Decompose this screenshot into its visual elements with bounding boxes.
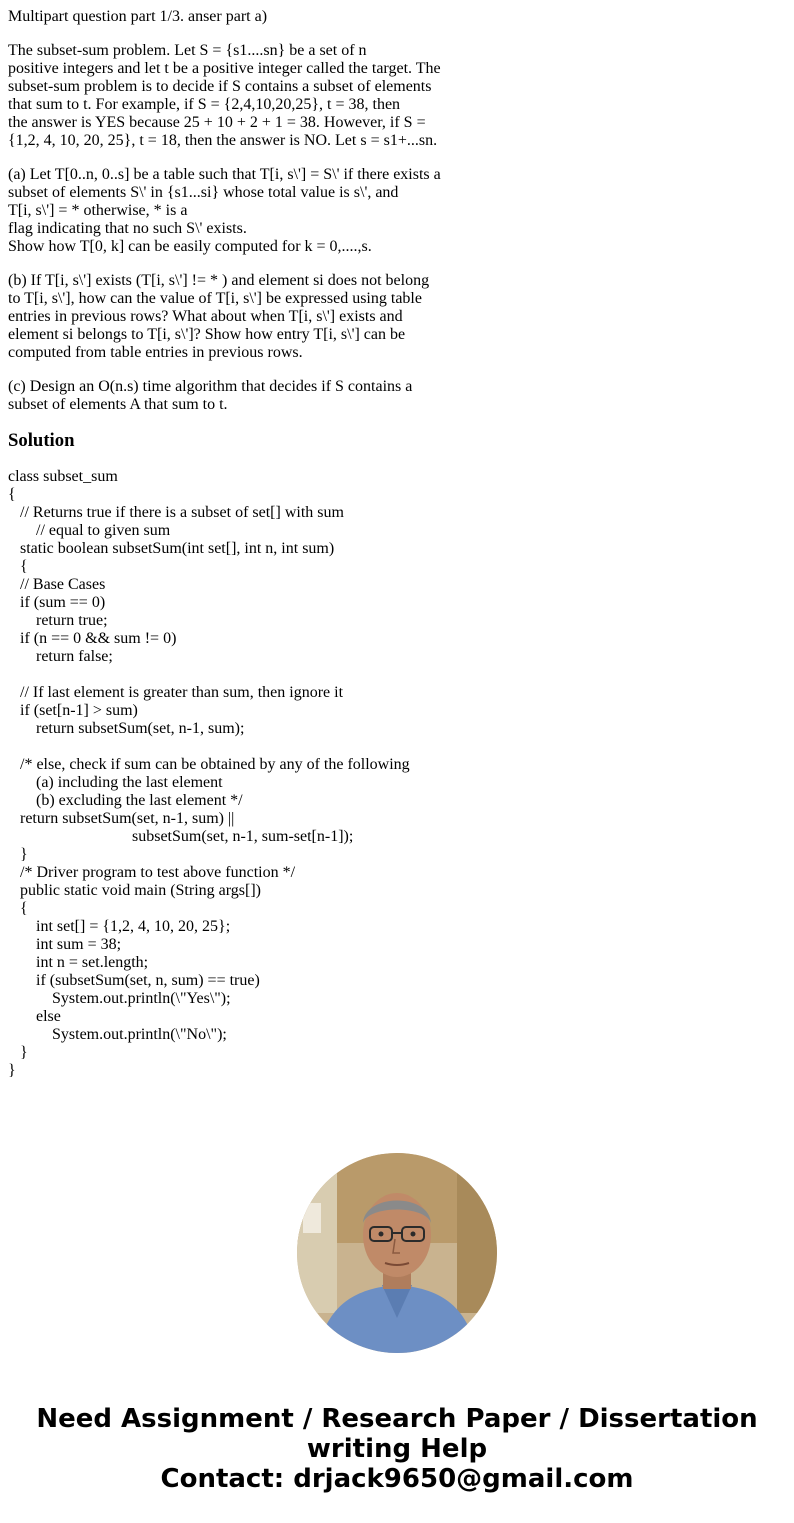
question-title: Multipart question part 1/3. anser part a) xyxy=(8,8,268,25)
footer-contact: Contact: drjack9650@gmail.com xyxy=(160,1464,634,1494)
question-part-c: (c) Design an O(n.s) time algorithm that decides if S contains a subset of elements A that sum to t. xyxy=(8,378,413,413)
question-part-a: (a) Let T[0..n, 0..s] be a table such that T[i, s\'] = S\' if there exists a subset of elements S\' in {s1...si} whose total value is s\', and T[i, s\'] = * otherwise, * is a flag indicating that no such S\' exists. Show how T[0, k] can be easily computed for k = 0,....,s. xyxy=(8,166,441,255)
author-portrait-icon xyxy=(297,1153,497,1353)
solution-heading: Solution xyxy=(8,430,75,451)
author-avatar xyxy=(297,1153,497,1353)
footer-line-1: Need Assignment / Research Paper / Dissertation xyxy=(36,1404,758,1434)
document-body xyxy=(8,8,768,1080)
footer-banner xyxy=(0,1404,794,1494)
question-part-b: (b) If T[i, s\'] exists (T[i, s\'] != * ) and element si does not belong to T[i, s\'], how can the value of T[i, s\'] be expressed using table entries in previous rows? What about when T[i, s\'] exists and element si belongs to T[i, s\']? Show how entry T[i, s\'] can be computed from table entries in previous rows. xyxy=(8,272,430,361)
footer-line-2: writing Help xyxy=(306,1434,488,1464)
question-intro: The subset-sum problem. Let S = {s1....sn} be a set of n positive integers and let t be a positive integer called the target. The subset-sum problem is to decide if S contains a subset of elements that sum to t. For example, if S = {2,4,10,20,25}, t = 38, then the answer is YES because 25 + 10 + 2 + 1 = 38. However, if S = {1,2, 4, 10, 20, 25}, t = 18, then the answer is NO. Let s = s1+...sn. xyxy=(8,42,441,149)
solution-code: class subset_sum { // Returns true if there is a subset of set[] with sum // equal to given sum static boolean subsetSum(int set[], int n, int sum) { // Base Cases if (sum == 0) return true; if (n == 0 && sum != 0) return false; // If last element is greater than sum, then ignore it if (set[n-1] > sum) return subsetSum(set, n-1, sum); /* else, check if sum can be obtained by any of the following (a) including the last element (b) excluding the last element */ return subsetSum(set, n-1, sum) || subsetSum(set, n-1, sum-set[n-1]); } /* Driver program to test above function */ public static void main (String args[]) { int set[] = {1,2, 4, 10, 20, 25}; int sum = 38; int n = set.length; if (subsetSum(set, n, sum) == true) System.out.println(\"Yes\"); else System.out.println(\"No\"); } } xyxy=(8,468,410,1079)
